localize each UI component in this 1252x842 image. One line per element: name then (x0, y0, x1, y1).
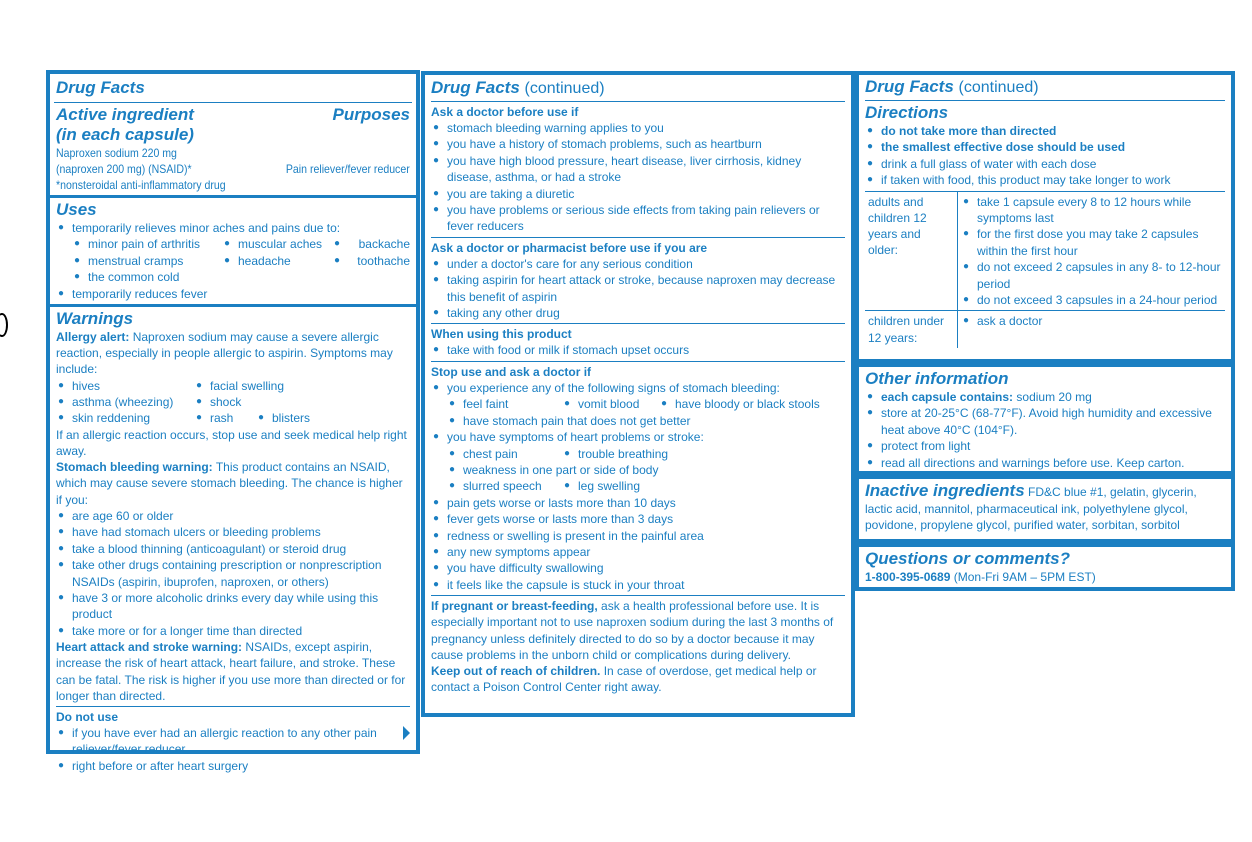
heart-text: NSAIDs, except aspirin, increase the risk of heart attack, heart failure, and stroke. These can be fatal. The risk is higher if you use more than directed or for longer than directed. (56, 640, 406, 703)
purposes-heading: Purposes (332, 105, 410, 124)
list-item: ● store at 20-25°C (68-77°F). Avoid high humidity and excessive heat above 40°C (104°F). (865, 405, 1225, 438)
ask-doctor-title: Ask a doctor before use if (431, 105, 579, 119)
footnote: *nonsteroidal anti-inflammatory drug (56, 178, 226, 192)
continued-label: (continued) (524, 80, 605, 97)
pregnancy-label: If pregnant or breast-feeding, (431, 599, 598, 614)
do-not-use-title: Do not use (56, 709, 118, 724)
list-item: ● have 3 or more alcoholic drinks every day while using this product (56, 590, 410, 623)
list-item: ● stomach bleeding warning applies to you (431, 120, 845, 136)
keep-out-text: In case of overdose, get medical help or contact a Poison Control Center right away. (431, 663, 817, 695)
list-item: ● have stomach pain that does not get better (431, 413, 845, 429)
active-ingredient-section (50, 105, 416, 195)
list-item: ● ask a doctor (961, 313, 1222, 329)
list-item: ● chest pain (447, 446, 562, 462)
drug-facts-panel-1 (46, 70, 420, 773)
stomach-label: Stomach bleeding warning: (56, 460, 213, 475)
list-item: ● rash (194, 410, 256, 426)
inactive-text: FD&C blue #1, gelatin, glycerin, lactic acid, mannitol, pharmaceutical ink, polyethylene glycol, povidone, propylene glycol, purified water, sorbitan, sorbitol (865, 485, 1197, 533)
list-item: ● right before or after heart surgery (56, 758, 410, 774)
uses-title: Uses (56, 200, 97, 219)
list-item: ● blisters (256, 410, 410, 426)
stop-use-title: Stop use and ask a doctor if (431, 364, 592, 379)
list-item: ● toothache (332, 253, 410, 269)
list-item: ● you have problems or serious side effects from taking pain relievers or fever reducers (431, 202, 845, 235)
list-item: ● it feels like the capsule is stuck in your throat (431, 577, 845, 593)
directions-box (855, 71, 1235, 363)
list-item: ● backache (332, 236, 410, 252)
list-item: ● read all directions and warnings before use. Keep carton. (865, 455, 1225, 471)
list-item: ● if taken with food, this product may take longer to work (865, 172, 1225, 188)
when-using-title: When using this product (431, 327, 572, 342)
continued-label: (continued) (958, 79, 1039, 96)
list-item: ● do not exceed 3 capsules in a 24-hour period (961, 292, 1222, 308)
list-item: ● fever gets worse or lasts more than 3 days (431, 511, 845, 527)
list-item: ● the common cold (72, 269, 222, 285)
pregnancy-text: ask a health professional before use. It is especially important not to use naproxen sodium during the last 3 months of pregnancy unless definitely directed to do so by a doctor because it may cause problems in the unborn child or complications during delivery. (431, 599, 834, 662)
list-item: ● if you have ever had an allergic reaction to any other pain reliever/fever reducer (56, 725, 410, 758)
title-section (50, 76, 416, 100)
directions-title: Directions (865, 103, 949, 122)
ask-pharmacist-title: Ask a doctor or pharmacist before use if you are (431, 240, 708, 255)
list-item: ● temporarily relieves minor aches and pains due to: (56, 220, 410, 236)
list-item: ● you have symptoms of heart problems or stroke: (431, 429, 845, 445)
list-item: ● leg swelling (562, 478, 845, 494)
list-item: ● do not take more than directed (865, 123, 1225, 139)
ingredient-line-1: Naproxen sodium 220 mg (56, 146, 177, 160)
phone-number: 1-800-395-0689 (865, 570, 951, 584)
purpose-text: Pain reliever/fever reducer (286, 162, 410, 176)
list-item: ● skin reddening (56, 410, 194, 426)
keep-out-label: Keep out of reach of children. (431, 663, 601, 678)
list-item: ● vomit blood (562, 396, 659, 412)
list-item: ● pain gets worse or lasts more than 10 days (431, 495, 845, 511)
list-item: ● menstrual cramps (72, 253, 222, 269)
list-item: ● headache (222, 253, 332, 269)
list-item: ● hives (56, 378, 194, 394)
panel-title: Drug Facts (865, 77, 954, 96)
list-item: ● taking aspirin for heart attack or stroke, because naproxen may decrease this benefit of aspirin (431, 272, 845, 305)
list-item: ● you have difficulty swallowing (431, 560, 845, 576)
list-item: ● the smallest effective dose should be used (865, 139, 1225, 155)
list-item: ● drink a full glass of water with each dose (865, 156, 1225, 172)
stomach-text: This product contains an NSAID, which may cause severe stomach bleeding. The chance is higher if you: (56, 460, 403, 507)
list-item: ● take with food or milk if stomach upset occurs (431, 342, 845, 358)
drug-facts-panel-2 (421, 71, 855, 717)
list-item: ● slurred speech (447, 478, 562, 494)
list-item: ● redness or swelling is present in the painful area (431, 528, 845, 544)
adult-label: adults and children 12 years and older: (865, 191, 958, 311)
list-item: ● you are taking a diuretic (431, 186, 845, 202)
other-info-title: Other information (865, 369, 1009, 388)
child-label: children under 12 years: (865, 311, 958, 348)
inactive-title: Inactive ingredients (865, 481, 1025, 500)
warnings-section (50, 304, 416, 776)
list-item: ● are age 60 or older (56, 508, 410, 524)
list-item: ● protect from light (865, 438, 1225, 454)
list-item: ● have had stomach ulcers or bleeding problems (56, 524, 410, 540)
list-item: ● take more or for a longer time than directed (56, 623, 410, 639)
capsule-text: sodium 20 mg (1016, 390, 1092, 404)
uses-section (50, 195, 416, 304)
heart-label: Heart attack and stroke warning: (56, 640, 243, 655)
list-item: ● muscular aches (222, 236, 332, 252)
capsule-label: each capsule contains: (881, 390, 1014, 404)
list-item: ● have bloody or black stools (659, 396, 845, 412)
list-item: ● you have high blood pressure, heart disease, liver cirrhosis, kidney disease, asthma, or had a stroke (431, 153, 845, 186)
continue-arrow-icon (403, 726, 410, 740)
panel-title: Drug Facts (431, 78, 520, 97)
list-item: ● minor pain of arthritis (72, 236, 222, 252)
list-item: ● take a blood thinning (anticoagulant) or steroid drug (56, 541, 410, 557)
list-item: ● under a doctor's care for any serious condition (431, 256, 845, 272)
ingredient-line-2: (naproxen 200 mg) (NSAID)* (56, 162, 192, 176)
list-item: ● trouble breathing (562, 446, 845, 462)
list-item: ● weakness in one part or side of body (431, 462, 845, 478)
allergy-text: Naproxen sodium may cause a severe allergic reaction, especially in people allergic to aspirin. Symptoms may include: (56, 330, 393, 377)
active-ingredient-sub: (in each capsule) (56, 125, 194, 144)
warnings-title: Warnings (56, 309, 134, 329)
list-item: ● shock (194, 394, 410, 410)
list-item: ● asthma (wheezing) (56, 394, 194, 410)
list-item: ● taking any other drug (431, 305, 845, 321)
table-row (865, 311, 1225, 348)
list-item: ● take 1 capsule every 8 to 12 hours while symptoms last (961, 194, 1222, 227)
inactive-ingredients-box (855, 475, 1235, 543)
list-item: ● temporarily reduces fever (56, 286, 410, 302)
list-item: ● for the first dose you may take 2 capsules within the first hour (961, 226, 1222, 259)
drug-facts-panel-3 (855, 71, 1235, 591)
active-ingredient-heading: Active ingredient (56, 105, 194, 124)
table-row (865, 191, 1225, 311)
list-item: ● facial swelling (194, 378, 410, 394)
allergy-label: Allergy alert: (56, 330, 130, 345)
list-item: ● you experience any of the following signs of stomach bleeding: (431, 380, 845, 396)
dosage-table (865, 191, 1225, 348)
other-information-box (855, 363, 1235, 475)
list-item: ● any new symptoms appear (431, 544, 845, 560)
questions-box (855, 543, 1235, 591)
allergy-after: If an allergic reaction occurs, stop use and seek medical help right away. (56, 427, 407, 459)
list-item: ● you have a history of stomach problems, such as heartburn (431, 136, 845, 152)
list-item: ● take other drugs containing prescription or nonprescription NSAIDs (aspirin, ibuprofen, naproxen, or others) (56, 557, 410, 590)
questions-title: Questions or comments? (865, 549, 1070, 568)
page-edge-mark (0, 313, 8, 337)
list-item: ● feel faint (447, 396, 562, 412)
phone-hours: (Mon-Fri 9AM – 5PM EST) (953, 570, 1096, 584)
list-item: ● do not exceed 2 capsules in any 8- to 12-hour period (961, 259, 1222, 292)
panel-title: Drug Facts (56, 78, 145, 97)
